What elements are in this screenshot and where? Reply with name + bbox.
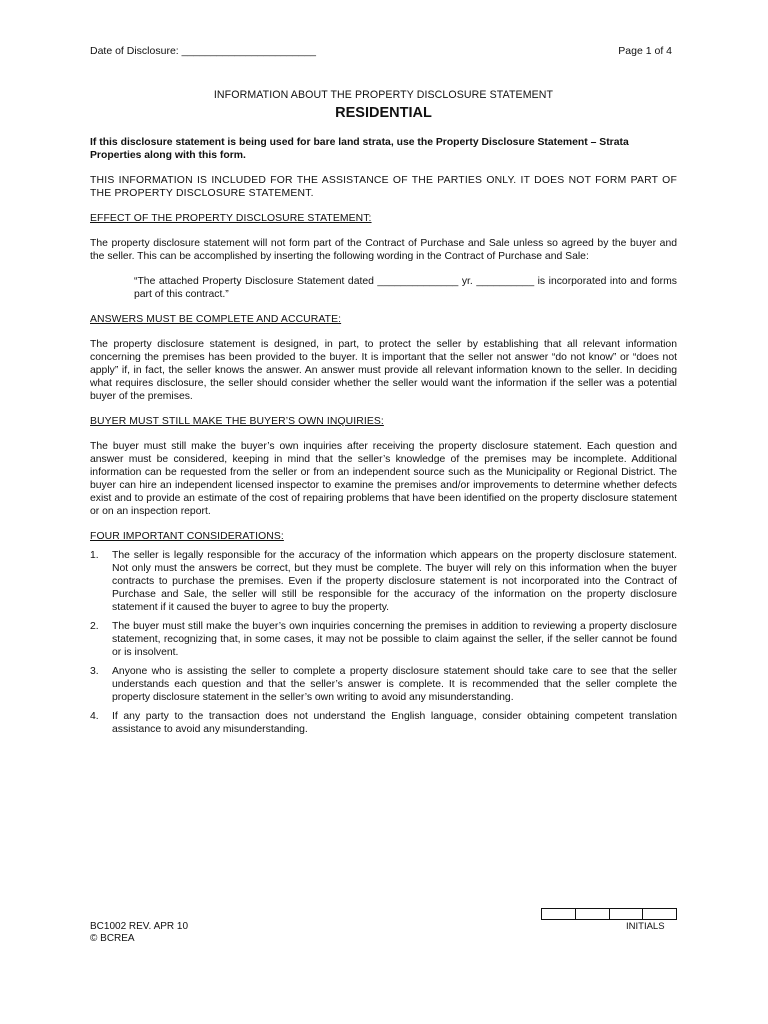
list-item-text: Anyone who is assisting the seller to complete a property disclosure statement should take care to see that the seller understands each question and that the seller’s answer is complete. It is recommended that the seller complete the property disclosure statement in the seller’s own writing to avoid any misunderstanding.	[112, 666, 677, 703]
page-number: Page 1 of 4	[618, 45, 672, 57]
list-item	[90, 549, 677, 614]
list-item	[90, 620, 677, 659]
section-heading-effect: EFFECT OF THE PROPERTY DISCLOSURE STATEMENT:	[90, 213, 372, 224]
intro-notice: THIS INFORMATION IS INCLUDED FOR THE ASSISTANCE OF THE PARTIES ONLY. IT DOES NOT FORM PART OF THE PROPERTY DISCLOSURE STATEMENT.	[90, 175, 677, 199]
list-item-number: 2.	[90, 621, 99, 632]
date-of-disclosure: Date of Disclosure: _______________________	[90, 45, 316, 57]
page-header	[90, 45, 672, 61]
document-body	[90, 89, 677, 742]
list-item-text: If any party to the transaction does not understand the English language, consider obtaining competent translation assistance to avoid any misunderstanding.	[112, 711, 677, 735]
strata-note: If this disclosure statement is being used for bare land strata, use the Property Disclosure Statement – Strata Properties along with this form.	[90, 137, 629, 161]
section-body-inquiries: The buyer must still make the buyer’s own inquiries after receiving the property disclosure statement. Each question and answer must be considered, keeping in mind that the seller’s knowledge of the premises may be incomplete. Additional information can be requested from the seller or from an independent source such as the Municipality or Regional District. The buyer can hire an independent licensed inspector to examine the premises and/or improvements to determine whether defects exist and to provide an estimate of the cost of repairing problems that have been identified on the property disclosure statement or on an inspection report.	[90, 441, 677, 517]
list-item-text: The seller is legally responsible for the accuracy of the information which appears on the property disclosure statement. Not only must the answers be correct, but they must be complete. The buyer will rely on this information when the buyer contracts to purchase the premises. Even if the property disclosure statement is not incorporated into the Contract of Purchase and Sale, the seller will still be responsible for the accuracy of the information on the property disclosure statement if it caused the buyer to agree to buy the property.	[112, 550, 677, 613]
initials-field[interactable]	[542, 909, 576, 919]
document-subtitle: RESIDENTIAL	[335, 105, 432, 121]
list-item-number: 4.	[90, 711, 99, 722]
list-item-number: 3.	[90, 666, 99, 677]
initials-boxes	[541, 908, 677, 920]
list-item-text: The buyer must still make the buyer’s own inquiries concerning the premises in addition to reviewing a property disclosure statement, recognizing that, in some cases, it may not be possible to claim against the seller, if the seller cannot be found or is insolvent.	[112, 621, 677, 658]
contract-wording-quote: “The attached Property Disclosure Statement dated ______________ yr. __________ is incorporated into and forms part of this contract.”	[134, 276, 677, 300]
page-footer	[90, 921, 188, 945]
initials-field[interactable]	[576, 909, 610, 919]
list-item	[90, 710, 677, 736]
initials-field[interactable]	[643, 909, 676, 919]
section-heading-inquiries: BUYER MUST STILL MAKE THE BUYER’S OWN INQUIRIES:	[90, 416, 384, 427]
section-body-effect: The property disclosure statement will not form part of the Contract of Purchase and Sale unless so agreed by the buyer and the seller. This can be accomplished by inserting the following wording in the Contract of Purchase and Sale:	[90, 238, 677, 262]
list-item-number: 1.	[90, 550, 99, 561]
initials-label: INITIALS	[626, 921, 665, 932]
document-title: INFORMATION ABOUT THE PROPERTY DISCLOSURE STATEMENT	[213, 89, 554, 101]
considerations-list	[90, 549, 677, 736]
section-heading-answers: ANSWERS MUST BE COMPLETE AND ACCURATE:	[90, 314, 342, 325]
form-code: BC1002 REV. APR 10	[90, 921, 189, 932]
initials-field[interactable]	[610, 909, 644, 919]
section-body-answers: The property disclosure statement is designed, in part, to protect the seller by establishing that all relevant information concerning the premises has been provided to the buyer. It is important that the seller not answer “do not know” or “does not apply” if, in fact, the seller knows the answer. An answer must provide all relevant information known to the seller. In deciding what requires disclosure, the seller should consider whether the seller would want the information if the seller was a potential buyer of the premises.	[90, 339, 677, 402]
copyright: © BCREA	[90, 933, 135, 944]
section-heading-considerations: FOUR IMPORTANT CONSIDERATIONS:	[90, 531, 284, 542]
list-item	[90, 665, 677, 704]
